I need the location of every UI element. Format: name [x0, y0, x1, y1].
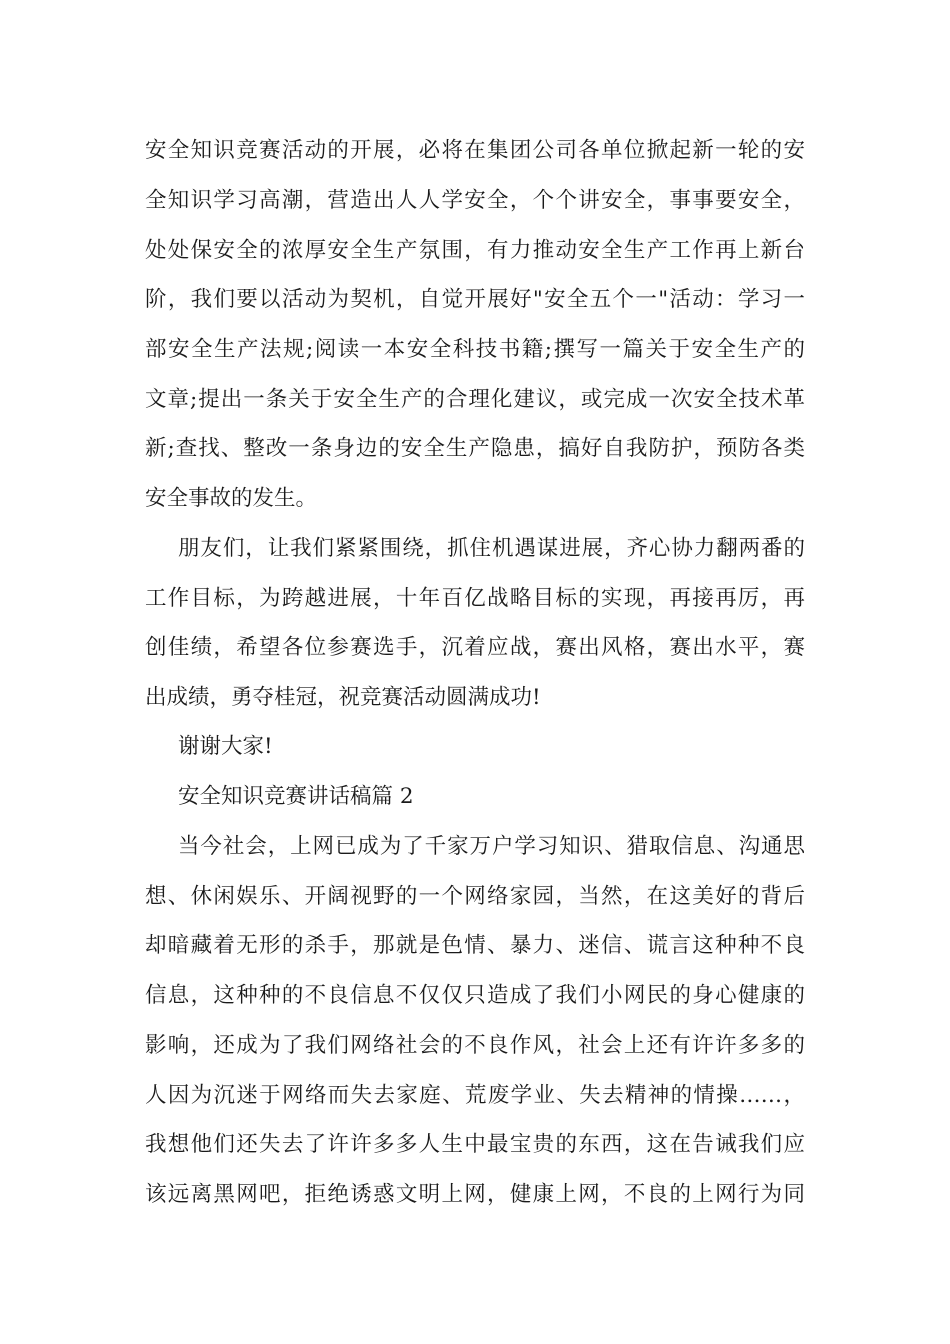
text-line: 出成绩，勇夺桂冠，祝竞赛活动圆满成功!	[145, 685, 541, 710]
text-line: 信息，这种种的不良信息不仅仅只造成了我们小网民的身心健康的	[145, 983, 805, 1008]
text-line: 却暗藏着无形的杀手，那就是色情、暴力、迷信、谎言这种种不良	[145, 933, 805, 958]
text-line: 工作目标，为跨越进展，十年百亿战略目标的实现，再接再厉，再	[145, 586, 805, 611]
text-line: 阶，我们要以活动为契机，自觉开展好"安全五个一"活动：学习一	[145, 287, 805, 312]
text-line: 当今社会，上网已成为了千家万户学习知识、猎取信息、沟通思	[178, 834, 805, 859]
text-line: 朋友们，让我们紧紧围绕，抓住机遇谋进展，齐心协力翻两番的	[178, 536, 805, 561]
text-line: 全知识学习高潮，营造出人人学安全，个个讲安全，事事要安全，	[145, 188, 805, 213]
section-heading: 安全知识竞赛讲话稿篇 2	[178, 784, 414, 809]
text-line: 处处保安全的浓厚安全生产氛围，有力推动安全生产工作再上新台	[145, 238, 805, 263]
text-line: 创佳绩，希望各位参赛选手，沉着应战，赛出风格，赛出水平，赛	[145, 635, 805, 660]
text-line: 安全知识竞赛活动的开展，必将在集团公司各单位掀起新一轮的安	[145, 138, 805, 163]
text-line: 影响，还成为了我们网络社会的不良作风，社会上还有许许多多的	[145, 1033, 805, 1058]
text-line: 新;查找、整改一条身边的安全生产隐患，搞好自我防护，预防各类	[145, 436, 805, 461]
text-line: 部安全生产法规;阅读一本安全科技书籍;撰写一篇关于安全生产的	[145, 337, 805, 362]
text-line: 安全事故的发生。	[145, 486, 318, 511]
text-line: 人因为沉迷于网络而失去家庭、荒废学业、失去精神的情操……，	[145, 1083, 805, 1108]
text-line: 我想他们还失去了许许多多人生中最宝贵的东西，这在告诫我们应	[145, 1132, 805, 1157]
text-line: 文章;提出一条关于安全生产的合理化建议，或完成一次安全技术革	[145, 387, 805, 412]
text-line: 谢谢大家!	[178, 734, 273, 759]
text-line: 想、休闲娱乐、开阔视野的一个网络家园，当然，在这美好的背后	[145, 884, 805, 909]
text-line: 该远离黑网吧，拒绝诱惑文明上网，健康上网，不良的上网行为同	[145, 1182, 805, 1207]
